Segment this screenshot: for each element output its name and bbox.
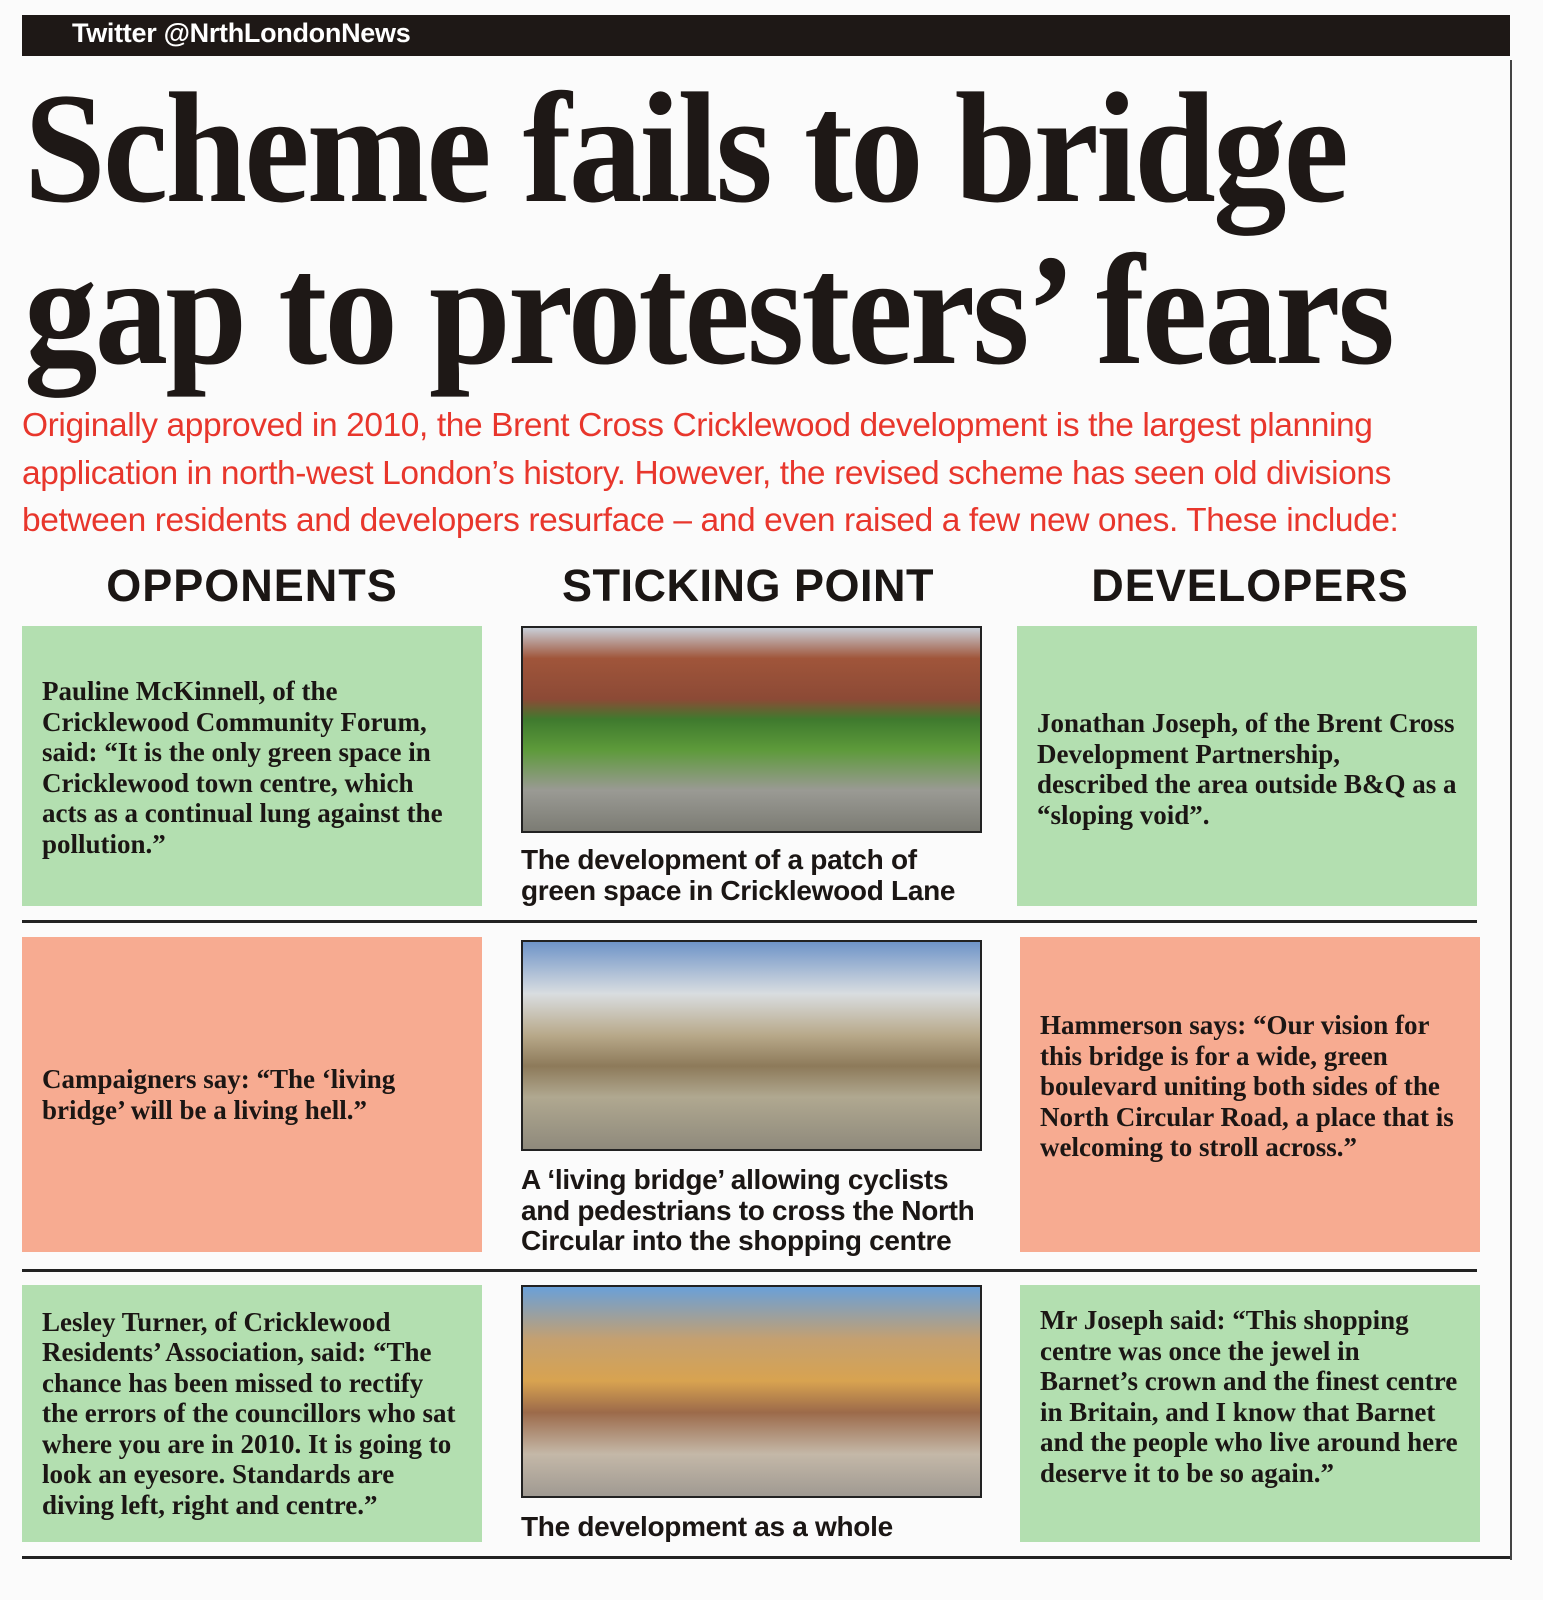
photo-development-whole — [521, 1285, 982, 1498]
photo-green-space — [521, 626, 982, 833]
opponent-quote-3: Lesley Turner, of Cricklewood Residents’ Association, said: “The chance has been missed to rectify the errors of the councillors who sat where you are in 2010. It is going to look an eyesore. Standards are diving left, right and centre.” — [22, 1285, 482, 1542]
opponent-quote-1: Pauline McKinnell, of the Cricklewood Community Forum, said: “It is the only green space in Cricklewood town centre, which acts as a continual lung against the pollution.” — [22, 626, 482, 906]
heading-opponents: OPPONENTS — [106, 560, 398, 611]
row-divider — [22, 920, 1477, 923]
headline-line-2: gap to protesters’ fears — [24, 223, 1393, 398]
bottom-rule — [22, 1556, 1510, 1559]
column-rule — [1510, 60, 1512, 1560]
intro-standfirst: Originally approved in 2010, the Brent Cross Cricklewood development is the largest planning application in north-west London’s history. However, the revised scheme has seen old divisions between residents and developers resurface – and even raised a few new ones. These include: — [22, 407, 1399, 539]
row-divider — [22, 1269, 1477, 1272]
developer-quote-3: Mr Joseph said: “This shopping centre was once the jewel in Barnet’s crown and the finest centre in Britain, and I know that Barnet and the people who live around here deserve it to be so again.” — [1020, 1285, 1480, 1542]
caption-3: The development as a whole — [521, 1511, 893, 1542]
caption-1: The development of a patch of green space in Cricklewood Lane — [521, 844, 956, 906]
opponent-quote-2: Campaigners say: “The ‘living bridge’ will be a living hell.” — [22, 937, 482, 1252]
heading-developers: DEVELOPERS — [1091, 560, 1409, 611]
caption-2: A ‘living bridge’ allowing cyclists and pedestrians to cross the North Circular into the shopping centre — [521, 1164, 975, 1256]
heading-sticking-point: STICKING POINT — [561, 560, 934, 611]
developer-quote-1: Jonathan Joseph, of the Brent Cross Development Partnership, described the area outside B&Q as a “sloping void”. — [1017, 626, 1477, 906]
headline-line-1: Scheme fails to bridge — [24, 61, 1347, 236]
masthead-bar — [22, 15, 1510, 56]
twitter-handle: Twitter @NrthLondonNews — [72, 18, 411, 48]
developer-quote-2: Hammerson says: “Our vision for this bridge is for a wide, green boulevard uniting both sides of the North Circular Road, a place that is welcoming to stroll across.” — [1020, 937, 1480, 1252]
photo-living-bridge — [521, 940, 982, 1151]
